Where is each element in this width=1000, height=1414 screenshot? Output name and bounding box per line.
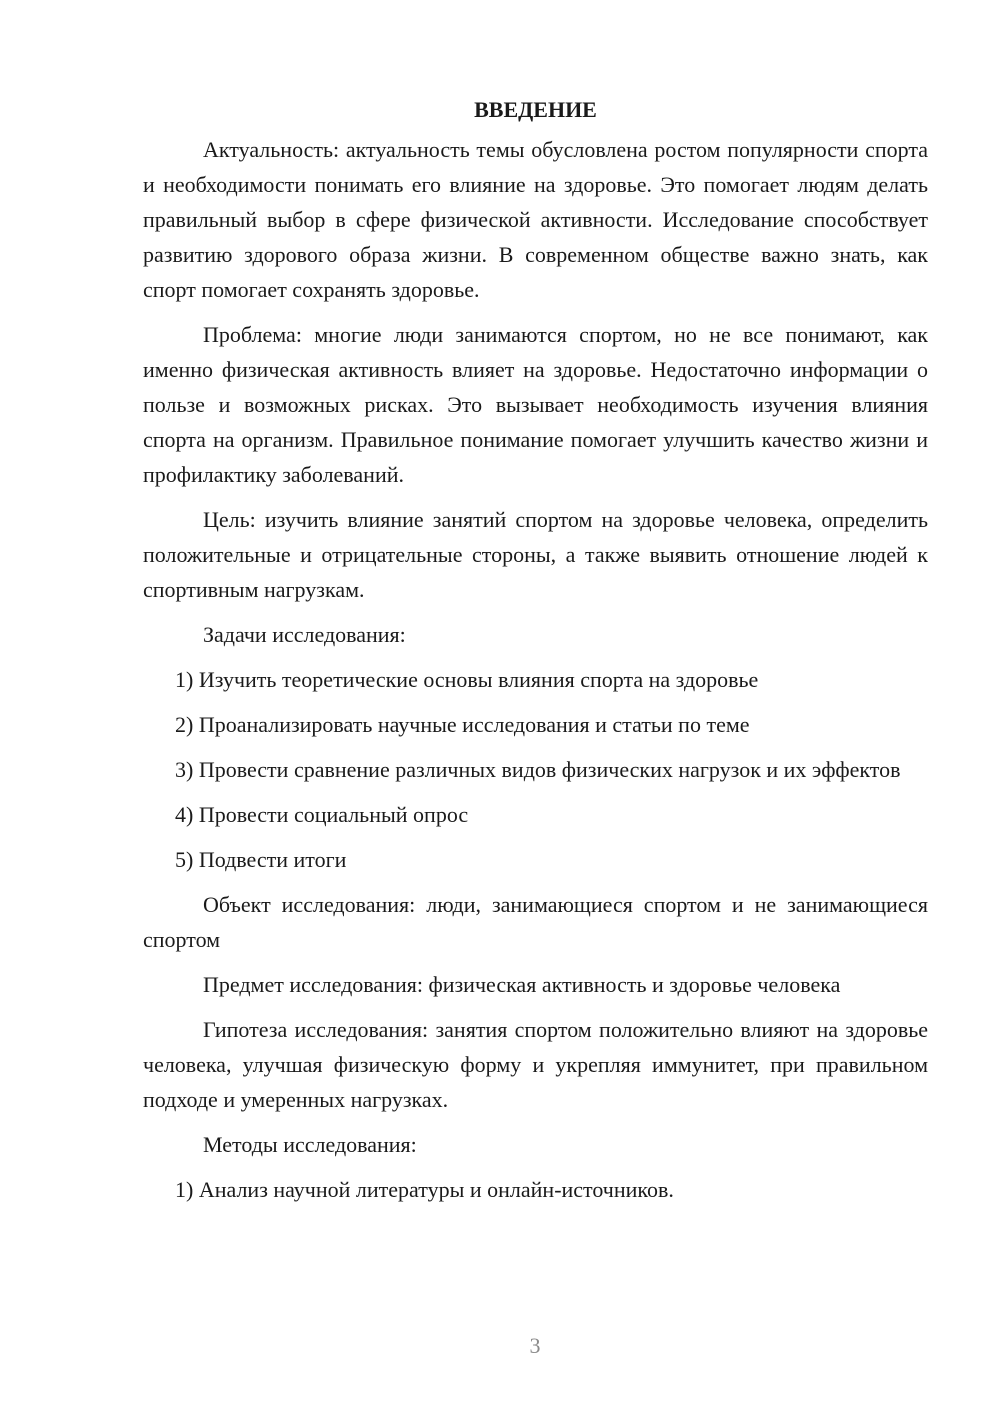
- hypothesis-paragraph: Гипотеза исследования: занятия спортом положительно влияют на здоровье человека, улучшая физическую форму и укрепляя иммунитет, при правильном подходе и умеренных нагрузках.: [143, 1017, 928, 1112]
- object-paragraph: Объект исследования: люди, занимающиеся спортом и не занимающиеся спортом: [143, 892, 928, 952]
- task-item-5: 5) Подвести итоги: [175, 847, 347, 872]
- document-page: [143, 92, 928, 1217]
- methods-heading: Методы исследования:: [203, 1132, 417, 1157]
- page-number: 3: [529, 1333, 541, 1358]
- section-title: ВВЕДЕНИЕ: [474, 97, 597, 122]
- problem-paragraph: Проблема: многие люди занимаются спортом, но не все понимают, как именно физическая активность влияет на здоровье. Недостаточно информации о пользе и возможных рисках. Это вызывает необходимость изучения влияния спорта на организм. Правильное понимание помогает улучшить качество жизни и профилактику заболеваний.: [143, 322, 928, 487]
- subject-paragraph: Предмет исследования: физическая активность и здоровье человека: [203, 972, 841, 997]
- task-item-2: 2) Проанализировать научные исследования и статьи по теме: [175, 712, 750, 737]
- task-item-3: 3) Провести сравнение различных видов физических нагрузок и их эффектов: [175, 757, 901, 782]
- goal-paragraph: Цель: изучить влияние занятий спортом на здоровье человека, определить положительные и отрицательные стороны, а также выявить отношение людей к спортивным нагрузкам.: [143, 507, 928, 602]
- task-item-1: 1) Изучить теоретические основы влияния спорта на здоровье: [175, 667, 759, 692]
- relevance-paragraph: Актуальность: актуальность темы обусловлена ростом популярности спорта и необходимости понимать его влияние на здоровье. Это помогает людям делать правильный выбор в сфере физической активности. Исследование способствует развитию здорового образа жизни. В современном обществе важно знать, как спорт помогает сохранять здоровье.: [143, 137, 928, 302]
- task-item-4: 4) Провести социальный опрос: [175, 802, 469, 827]
- method-item-1: 1) Анализ научной литературы и онлайн-источников.: [175, 1177, 674, 1202]
- tasks-heading: Задачи исследования:: [203, 622, 406, 647]
